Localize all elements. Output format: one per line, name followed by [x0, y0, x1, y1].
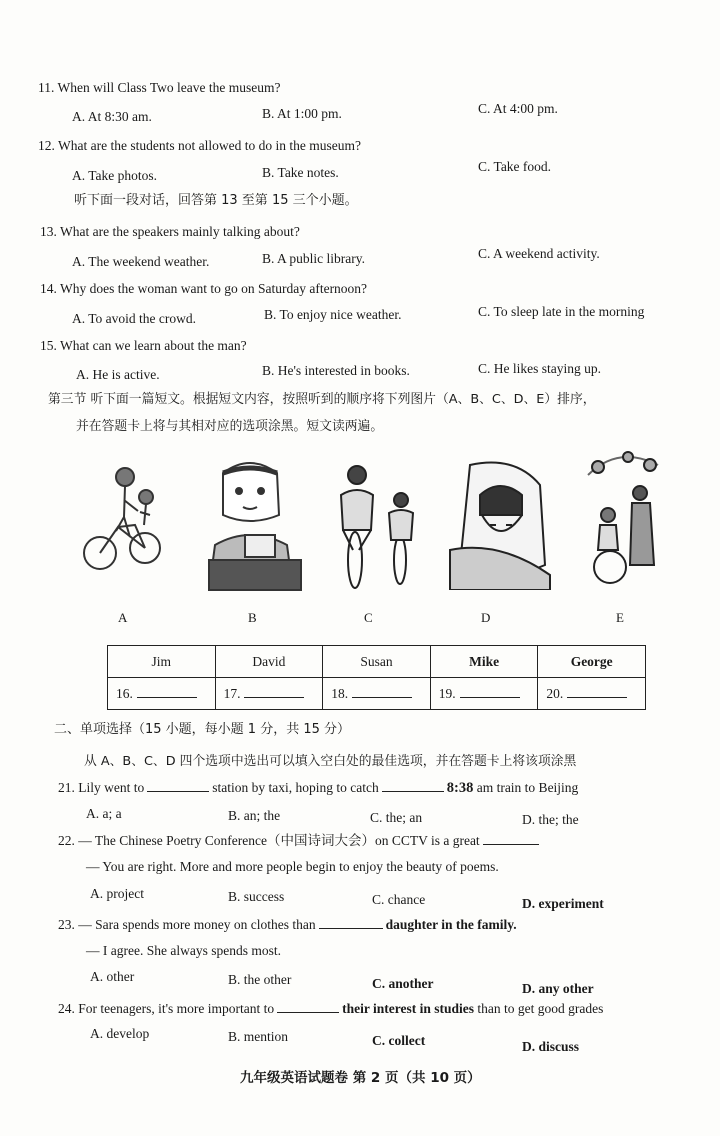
part2-title: 二、单项选择（15 小题，每小题 1 分，共 15 分）	[54, 722, 351, 737]
question-14: 14. Why does the woman want to go on Saturday afternoon?	[40, 281, 368, 296]
question-23: 23. — Sara spends more money on clothes than daughter in the family.	[58, 917, 517, 932]
table-header-david: David	[215, 646, 323, 678]
option-11-b: B. At 1:00 pm.	[262, 106, 342, 121]
table-header-george: George	[538, 646, 646, 678]
option-22-b: B. success	[228, 889, 285, 904]
option-14-c: C. To sleep late in the morning	[478, 304, 645, 319]
family-cycling-icon	[80, 455, 170, 585]
question-12: 12. What are the students not allowed to do in the museum?	[38, 138, 361, 153]
wheelchair-elderly-icon	[578, 445, 668, 595]
picture-b	[205, 455, 305, 595]
picture-b-label: B	[248, 610, 257, 625]
option-13-a: A. The weekend weather.	[72, 254, 210, 269]
option-24-d: D. discuss	[522, 1039, 580, 1054]
option-12-a: A. Take photos.	[72, 168, 158, 183]
question-15: 15. What can we learn about the man?	[40, 338, 247, 353]
table-header-susan: Susan	[323, 646, 431, 678]
option-11-c: C. At 4:00 pm.	[478, 101, 558, 116]
name-answer-table	[107, 645, 646, 710]
picture-e	[578, 445, 668, 595]
answer-cell-17: 17.	[215, 678, 323, 710]
option-15-c: C. He likes staying up.	[478, 361, 601, 376]
picture-c	[325, 455, 425, 590]
question-11: 11. When will Class Two leave the museum?	[38, 80, 281, 95]
option-23-c: C. another	[372, 976, 434, 991]
question-24: 24. For teenagers, it's more important to their interest in studies than to get good grades	[58, 1001, 604, 1016]
picture-a-label: A	[118, 610, 128, 625]
option-22-d: D. experiment	[522, 896, 604, 911]
option-14-b: B. To enjoy nice weather.	[264, 307, 402, 322]
table-header-jim: Jim	[108, 646, 216, 678]
listening-instruction: 听下面一段对话，回答第 13 至第 15 三个小题。	[74, 193, 358, 208]
question-13: 13. What are the speakers mainly talking about?	[40, 224, 300, 239]
option-24-c: C. collect	[372, 1033, 426, 1048]
question-22-reply: — You are right. More and more people begin to enjoy the beauty of poems.	[86, 859, 499, 874]
question-22: 22. — The Chinese Poetry Conference（中国诗词大会）on CCTV is a great	[58, 832, 542, 849]
option-22-a: A. project	[90, 886, 144, 901]
part2-instruction: 从 A、B、C、D 四个选项中选出可以填入空白处的最佳选项，并在答题卡上将该项涂黑	[84, 754, 577, 769]
option-21-a: A. a; a	[86, 806, 122, 821]
page-footer: 九年级英语试题卷 第 2 页（共 10 页）	[240, 1070, 481, 1086]
answer-cell-18: 18.	[323, 678, 431, 710]
option-21-b: B. an; the	[228, 808, 281, 823]
answer-cell-20: 20.	[538, 678, 646, 710]
option-15-a: A. He is active.	[76, 367, 160, 382]
picture-a	[80, 455, 170, 585]
man-reading-at-desk-icon	[205, 455, 305, 595]
person-sleeping-icon	[440, 455, 555, 590]
picture-c-label: C	[364, 610, 373, 625]
cyclists-racing-icon	[325, 455, 425, 590]
option-24-b: B. mention	[228, 1029, 288, 1044]
option-12-b: B. Take notes.	[262, 165, 339, 180]
option-21-c: C. the; an	[370, 810, 423, 825]
option-13-c: C. A weekend activity.	[478, 246, 600, 261]
option-14-a: A. To avoid the crowd.	[72, 311, 197, 326]
option-13-b: B. A public library.	[262, 251, 365, 266]
option-22-c: C. chance	[372, 892, 426, 907]
picture-e-label: E	[616, 610, 624, 625]
option-23-b: B. the other	[228, 972, 292, 987]
option-21-d: D. the; the	[522, 812, 579, 827]
option-12-c: C. Take food.	[478, 159, 552, 174]
picture-d-label: D	[481, 610, 491, 625]
option-23-a: A. other	[90, 969, 135, 984]
option-11-a: A. At 8:30 am.	[72, 109, 152, 124]
answer-cell-16: 16.	[108, 678, 216, 710]
question-23-reply: — I agree. She always spends most.	[86, 943, 281, 958]
option-15-b: B. He's interested in books.	[262, 363, 410, 378]
picture-d	[440, 455, 555, 590]
table-header-mike: Mike	[430, 646, 538, 678]
option-23-d: D. any other	[522, 981, 594, 996]
answer-cell-19: 19.	[430, 678, 538, 710]
question-21: 21. Lily went to station by taxi, hoping to catch 8:38 am train to Beijing	[58, 780, 579, 796]
option-24-a: A. develop	[90, 1026, 150, 1041]
section3-instruction-line1: 第三节 听下面一篇短文。根据短文内容，按照听到的顺序将下列图片（A、B、C、D、E）排序，	[48, 392, 596, 407]
section3-instruction-line2: 并在答题卡上将与其相对应的选项涂黑。短文读两遍。	[76, 419, 384, 434]
